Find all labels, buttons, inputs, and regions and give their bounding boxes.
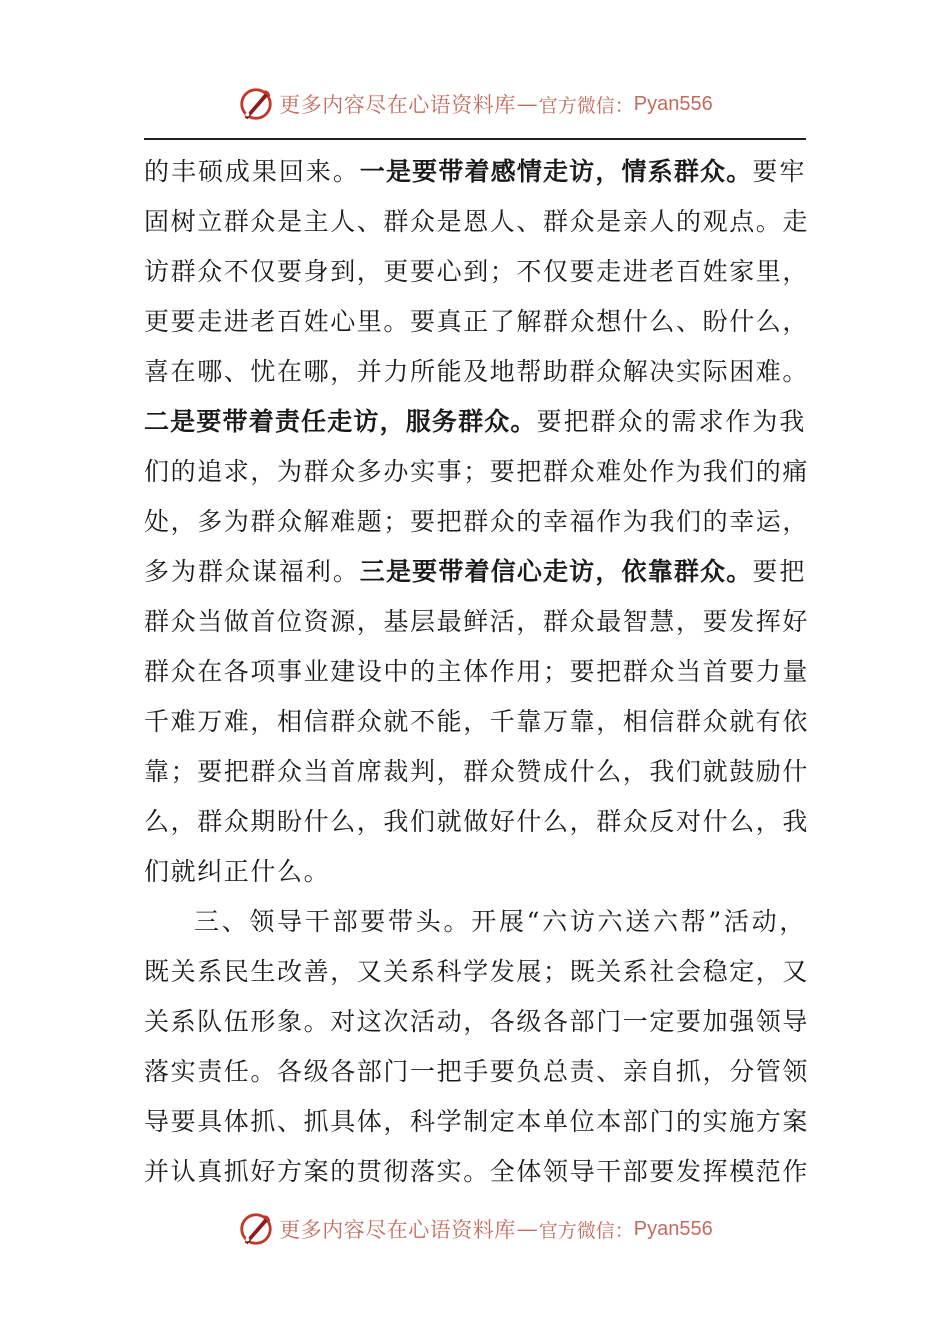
bold-point-2: 二是要带着责任走访，服务群众。	[144, 407, 537, 436]
banner-wechat-label: 官方微信：	[538, 94, 634, 117]
text-run: 要牢	[752, 157, 806, 186]
banner-separator: —	[516, 92, 538, 116]
text-line: 群众在各项事业建设中的主体作用；要把群众当首要力量	[144, 657, 810, 686]
quill-pen-icon	[237, 85, 275, 123]
text-line: 落实责任。各级各部门一把手要负总责、亲自抓，分管领	[144, 1057, 810, 1086]
text-line: 既关系民生改善，又关系科学发展；既关系社会稳定，又	[144, 957, 810, 986]
text-run: 多为群众谋福利。	[144, 557, 360, 586]
text-line: 固树立群众是主人、群众是恩人、群众是亲人的观点。走	[144, 207, 810, 236]
text-run: 要把群众的需求作为我	[536, 407, 806, 436]
text-run: 的丰硕成果回来。	[144, 157, 360, 186]
quill-pen-icon	[237, 1210, 275, 1248]
text-line: 导要具体抓、抓具体，科学制定本单位本部门的实施方案	[144, 1107, 810, 1136]
text-line: 们就纠正什么。	[144, 857, 331, 886]
banner-title: 更多内容尽在心语资料库	[279, 1218, 516, 1242]
text-line: 处，多为群众解难题；要把群众的幸福作为我们的幸运，	[144, 507, 810, 536]
text-run: 要把	[752, 557, 806, 586]
banner-wechat-id: Pyan556	[633, 92, 713, 115]
text-line: 喜在哪、忧在哪，并力所能及地帮助群众解决实际困难。	[144, 357, 810, 386]
bold-point-1: 一是要带着感情走访，情系群众。	[359, 157, 753, 186]
footer-banner	[0, 1207, 950, 1251]
text-run: 开展“六访六送六帮”活动，	[471, 907, 806, 936]
text-line: 千难万难，相信群众就不能，千靠万靠，相信群众就有依	[144, 707, 810, 736]
text-line: 靠；要把群众当首席裁判，群众赞成什么，我们就鼓励什	[144, 757, 810, 786]
header-rule	[144, 138, 806, 140]
text-line: 关系队伍形象。对这次活动，各级各部门一定要加强领导	[144, 1007, 810, 1036]
text-line	[144, 397, 806, 447]
text-line: 么，群众期盼什么，我们就做好什么，群众反对什么，我	[144, 807, 810, 836]
section-heading: 三、领导干部要带头。	[194, 907, 472, 936]
text-line: 们的追求，为群众多办实事；要把群众难处作为我们的痛	[144, 457, 810, 486]
text-line	[144, 897, 806, 947]
bold-point-3: 三是要带着信心走访，依靠群众。	[359, 557, 753, 586]
text-line	[144, 147, 806, 197]
banner-separator: —	[516, 1217, 538, 1241]
text-line: 更要走进老百姓心里。要真正了解群众想什么、盼什么，	[144, 307, 810, 336]
text-line: 群众当做首位资源，基层最鲜活，群众最智慧，要发挥好	[144, 607, 810, 636]
header-banner	[0, 82, 950, 126]
text-line: 并认真抓好方案的贯彻落实。全体领导干部要发挥模范作	[144, 1157, 810, 1186]
text-line: 访群众不仅要身到，更要心到；不仅要走进老百姓家里，	[144, 257, 810, 286]
banner-wechat-id: Pyan556	[633, 1217, 713, 1240]
text-line	[144, 547, 806, 597]
document-body	[144, 147, 810, 1197]
banner-title: 更多内容尽在心语资料库	[279, 93, 516, 117]
banner-wechat-label: 官方微信：	[538, 1219, 634, 1242]
